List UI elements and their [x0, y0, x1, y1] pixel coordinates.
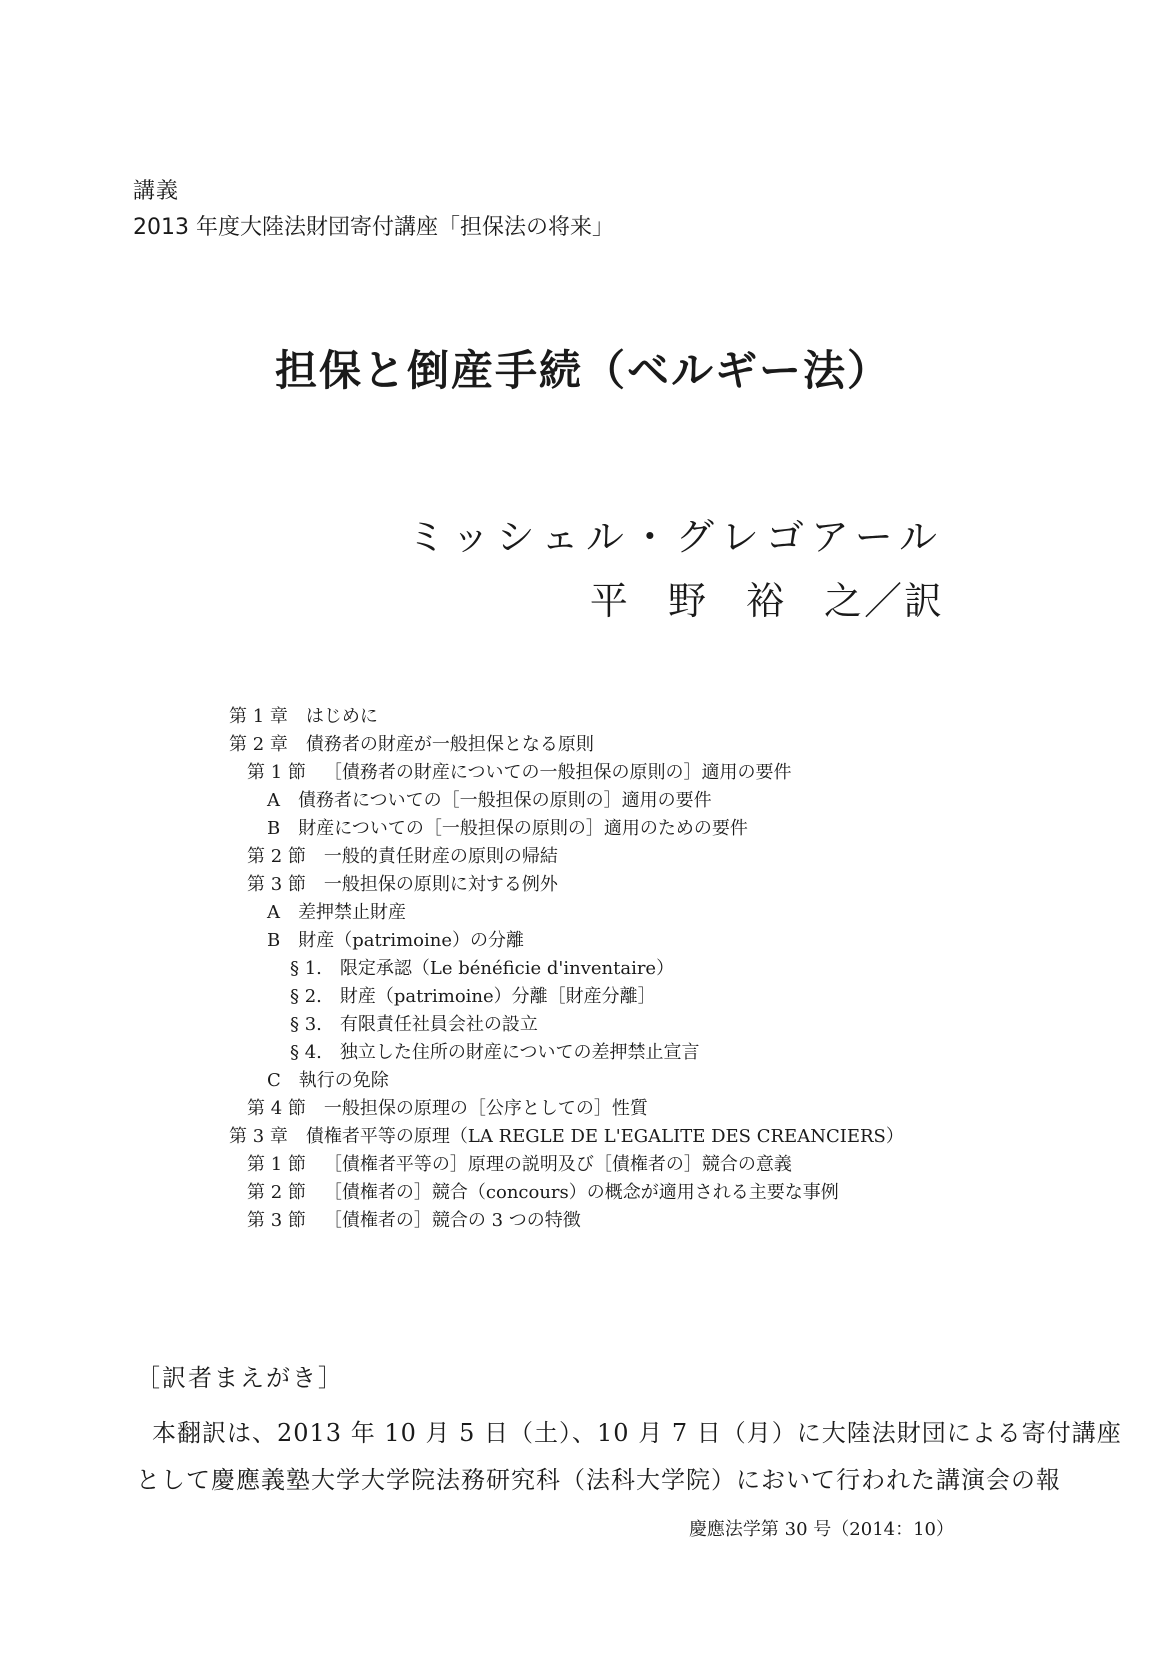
toc-item-title: ［債権者平等の］原理の説明及び［債権者の］競合の意義: [323, 1154, 792, 1175]
preface-heading: ［訳者まえがき］: [136, 1364, 344, 1392]
translator-name-char: 野: [667, 579, 708, 623]
toc-item: [229, 704, 378, 730]
preface-paragraph-line: として慶應義塾大学大学院法務研究科（法科大学院）において行われた講演会の報: [136, 1466, 1061, 1494]
toc-item-number: § 1.: [290, 958, 322, 979]
toc-item-number: 第 3 節: [247, 874, 306, 895]
toc-item-number: 第 4 節: [247, 1098, 306, 1119]
toc-item-title: 財産（patrimoine）分離［財産分離］: [339, 986, 656, 1007]
toc-item-number: § 3.: [290, 1014, 322, 1035]
toc-item-title: 独立した住所の財産についての差押禁止宣言: [339, 1042, 700, 1063]
toc-item-title: 執行の免除: [298, 1070, 389, 1091]
toc-item-title: 財産についての［一般担保の原則の］適用のための要件: [298, 818, 748, 839]
toc-item: [247, 1208, 581, 1234]
toc-item-number: 第 3 章: [229, 1126, 288, 1147]
toc-item-title: 一般担保の原理の［公序としての］性質: [323, 1098, 648, 1119]
toc-item-number: 第 2 節: [247, 1182, 306, 1203]
toc-item: [247, 872, 558, 898]
translator-name-char: 之: [823, 579, 864, 623]
toc-item: [247, 760, 792, 786]
article-title: 担保と倒産手続（ベルギー法）: [274, 346, 891, 395]
toc-item-title: 一般的責任財産の原則の帰結: [323, 846, 558, 867]
toc-item-number: 第 2 節: [247, 846, 306, 867]
toc-item-title: 一般担保の原則に対する例外: [323, 874, 558, 895]
toc-item-title: 債務者の財産が一般担保となる原則: [305, 734, 594, 755]
toc-item: [267, 816, 748, 842]
toc-item-number: 第 1 章: [229, 706, 288, 727]
toc-item: [229, 732, 594, 758]
toc-item-number: A: [267, 790, 280, 811]
toc-item: [267, 900, 406, 926]
journal-footer: 慶應法学第 30 号（2014：10）: [688, 1519, 954, 1540]
toc-item-number: 第 1 節: [247, 762, 306, 783]
section-label: 講義: [133, 179, 180, 204]
toc-item: [290, 984, 656, 1010]
preface-paragraph-line: 本翻訳は、2013 年 10 月 5 日（土）、10 月 7 日（月）に大陸法財団による寄付講座: [152, 1419, 1122, 1447]
toc-item: [290, 956, 674, 982]
translator-suffix: ／訳: [863, 579, 944, 623]
toc-item-number: A: [267, 902, 280, 923]
toc-item-number: 第 1 節: [247, 1154, 306, 1175]
toc-item-number: B: [267, 930, 281, 951]
toc-item-number: 第 2 章: [229, 734, 288, 755]
toc-item-number: B: [267, 818, 281, 839]
toc-item-title: はじめに: [305, 706, 378, 727]
toc-item-number: C: [267, 1070, 281, 1091]
toc-item: [247, 1096, 648, 1122]
toc-item: [247, 844, 558, 870]
toc-item-title: 債権者平等の原理（LA REGLE DE L'EGALITE DES CREANCIERS）: [305, 1126, 904, 1147]
toc-item: [247, 1152, 792, 1178]
toc-item: [247, 1180, 839, 1206]
toc-item-number: § 4.: [290, 1042, 322, 1063]
author-name: ミッシェル・グレゴアール: [407, 515, 944, 559]
translator-name-char: 平: [589, 579, 630, 623]
toc-item: [290, 1012, 538, 1038]
toc-item-title: ［債権者の］競合の 3 つの特徴: [323, 1210, 581, 1231]
toc-item-title: 差押禁止財産: [298, 902, 406, 923]
toc-item-title: 限定承認（Le bénéficie d'inventaire）: [339, 958, 675, 979]
toc-item-number: 第 3 節: [247, 1210, 306, 1231]
toc-item-title: ［債権者の］競合（concours）の概念が適用される主要な事例: [323, 1182, 839, 1203]
toc-item: [229, 1124, 904, 1150]
translator-line: [590, 570, 944, 625]
toc-item: [267, 928, 524, 954]
toc-item: [267, 1068, 389, 1094]
toc-item-title: 有限責任社員会社の設立: [339, 1014, 538, 1035]
toc-item-title: 債務者についての［一般担保の原則の］適用の要件: [298, 790, 712, 811]
toc-item: [290, 1040, 700, 1066]
toc-item-title: ［債務者の財産についての一般担保の原則の］適用の要件: [323, 762, 792, 783]
toc-item-title: 財産（patrimoine）の分離: [298, 930, 524, 951]
toc-item-number: § 2.: [290, 986, 322, 1007]
lecture-series-title: 2013 年度大陸法財団寄付講座「担保法の将来」: [133, 215, 614, 240]
toc-item: [267, 788, 712, 814]
translator-name-char: 裕: [745, 579, 786, 623]
